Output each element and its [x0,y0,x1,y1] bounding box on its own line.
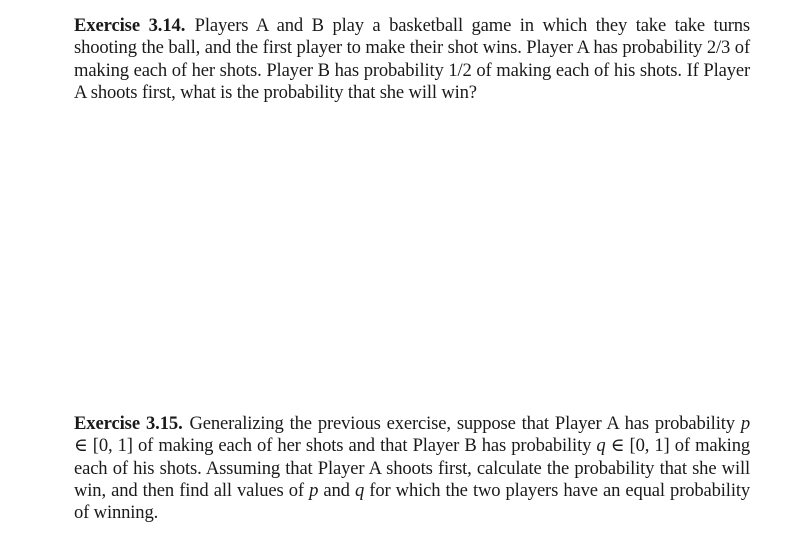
math-variable-p: p [740,413,750,434]
exercise-heading: Exercise 3.14. [74,15,186,36]
math-variable-p: p [309,479,319,501]
exercise-text: Players A and B play a basketball game in which they take take turns shooting the ball, and the first player to make their shot wins. Player A has probability 2/3 of making each of her shots. Player B has probability 1/2 of making each of his shots. If Player A shoots first, what is the probability that she will win? [74,15,750,103]
text-segment: Generalizing the previous exercise, suppose that Player A has probability [189,413,741,434]
text-segment: for which the two players have an equal probability of winning. [74,479,751,524]
text-segment: ∈ [0, 1] of making each of her shots and that Player B has probability [74,435,597,457]
text-segment: and [318,479,355,501]
text-segment: ∈ [0, 1] of making each of his shots. Assuming that Player A shoots first, calculate the probability that she will win, and then find all values of [74,435,750,501]
exercise-heading: Exercise 3.15. [74,413,183,434]
math-variable-q: q [596,435,606,457]
math-variable-q: q [354,479,365,501]
exercise-3-14 [74,15,750,104]
exercise-3-15 [74,413,750,524]
